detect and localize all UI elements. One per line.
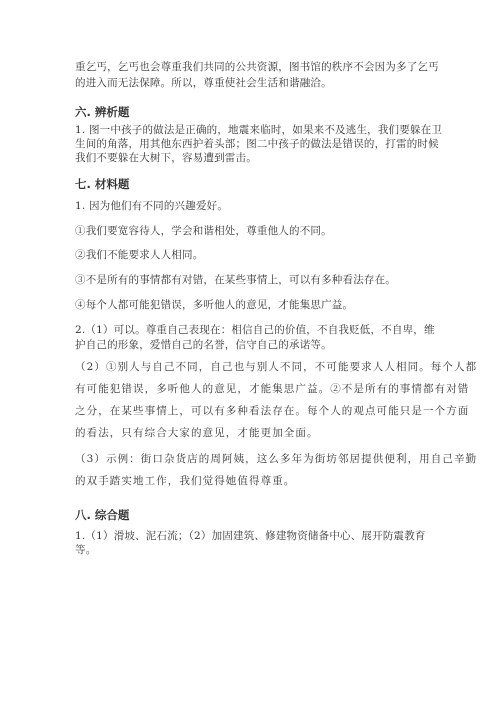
answer-line: 1.（1）滑坡、泥石流；（2）加固建筑、修建物资储备中心、展开防震教育 (75, 530, 426, 542)
section-title-material: 七. 材料题 (75, 177, 130, 191)
answer-line: 护自己的形象，爱惜自己的名誉，信守自己的承诺等。 (75, 339, 332, 351)
answer-line: ③不是所有的事情都有对错，在某些事情上，可以有多种看法存在。 (75, 274, 396, 286)
answer-line: 的双手踏实地工作，我们觉得她值得尊重。 (75, 475, 296, 487)
answer-line: 1. 因为他们有不同的兴趣爱好。 (75, 200, 229, 212)
answer-line: （3）示例：街口杂货店的周阿姨，这么多年为街坊邻居提供便利，用自己辛勤 (75, 453, 478, 465)
answer-line: 1. 图一中孩子的做法是正确的，地震来临时，如果来不及逃生，我们要躲在卫 (75, 124, 443, 136)
answer-line: ②我们不能要求人人相同。 (75, 249, 204, 261)
paragraph-line: 的进入而无法保障。所以，尊重使社会生活和谐融洽。 (75, 77, 332, 89)
answer-line: 我们不要躲在大树下，容易遭到雷击。 (75, 152, 257, 164)
answer-line: ①我们要宽容待人，学会和谐相处，尊重他人的不同。 (75, 225, 332, 237)
section-title-analysis: 六. 辨析题 (75, 105, 130, 119)
answer-line: 的看法，只有综合大家的意见，才能更加全面。 (75, 427, 319, 439)
answer-line: 生间的角落，用其他东西护着头部；图二中孩子的做法是错误的，打雷的时候 (75, 138, 439, 150)
answer-line: 之分，在某些事情上，可以有多种看法存在。每个人的观点可能只是一个方面 (75, 405, 470, 417)
answer-line: 等。 (75, 544, 97, 556)
answer-line: ④每个人都可能犯错误，多听他人的意见，才能集思广益。 (75, 299, 354, 311)
answer-line: （2）①别人与自己不同，自己也与别人不同，不可能要求人人相同。每个人都 (75, 361, 478, 373)
section-title-comprehensive: 八. 综合题 (75, 508, 130, 522)
answer-line: 有可能犯错误，多听他人的意见，才能集思广益。②不是所有的事情都有对错 (75, 383, 470, 395)
paragraph-line: 重乞丐，乞丐也会尊重我们共同的公共资源，图书馆的秩序不会因为多了乞丐 (75, 61, 439, 73)
answer-line: 2.（1）可以。尊重自己表现在：相信自己的价值，不自我贬低，不自卑，维 (75, 324, 435, 336)
